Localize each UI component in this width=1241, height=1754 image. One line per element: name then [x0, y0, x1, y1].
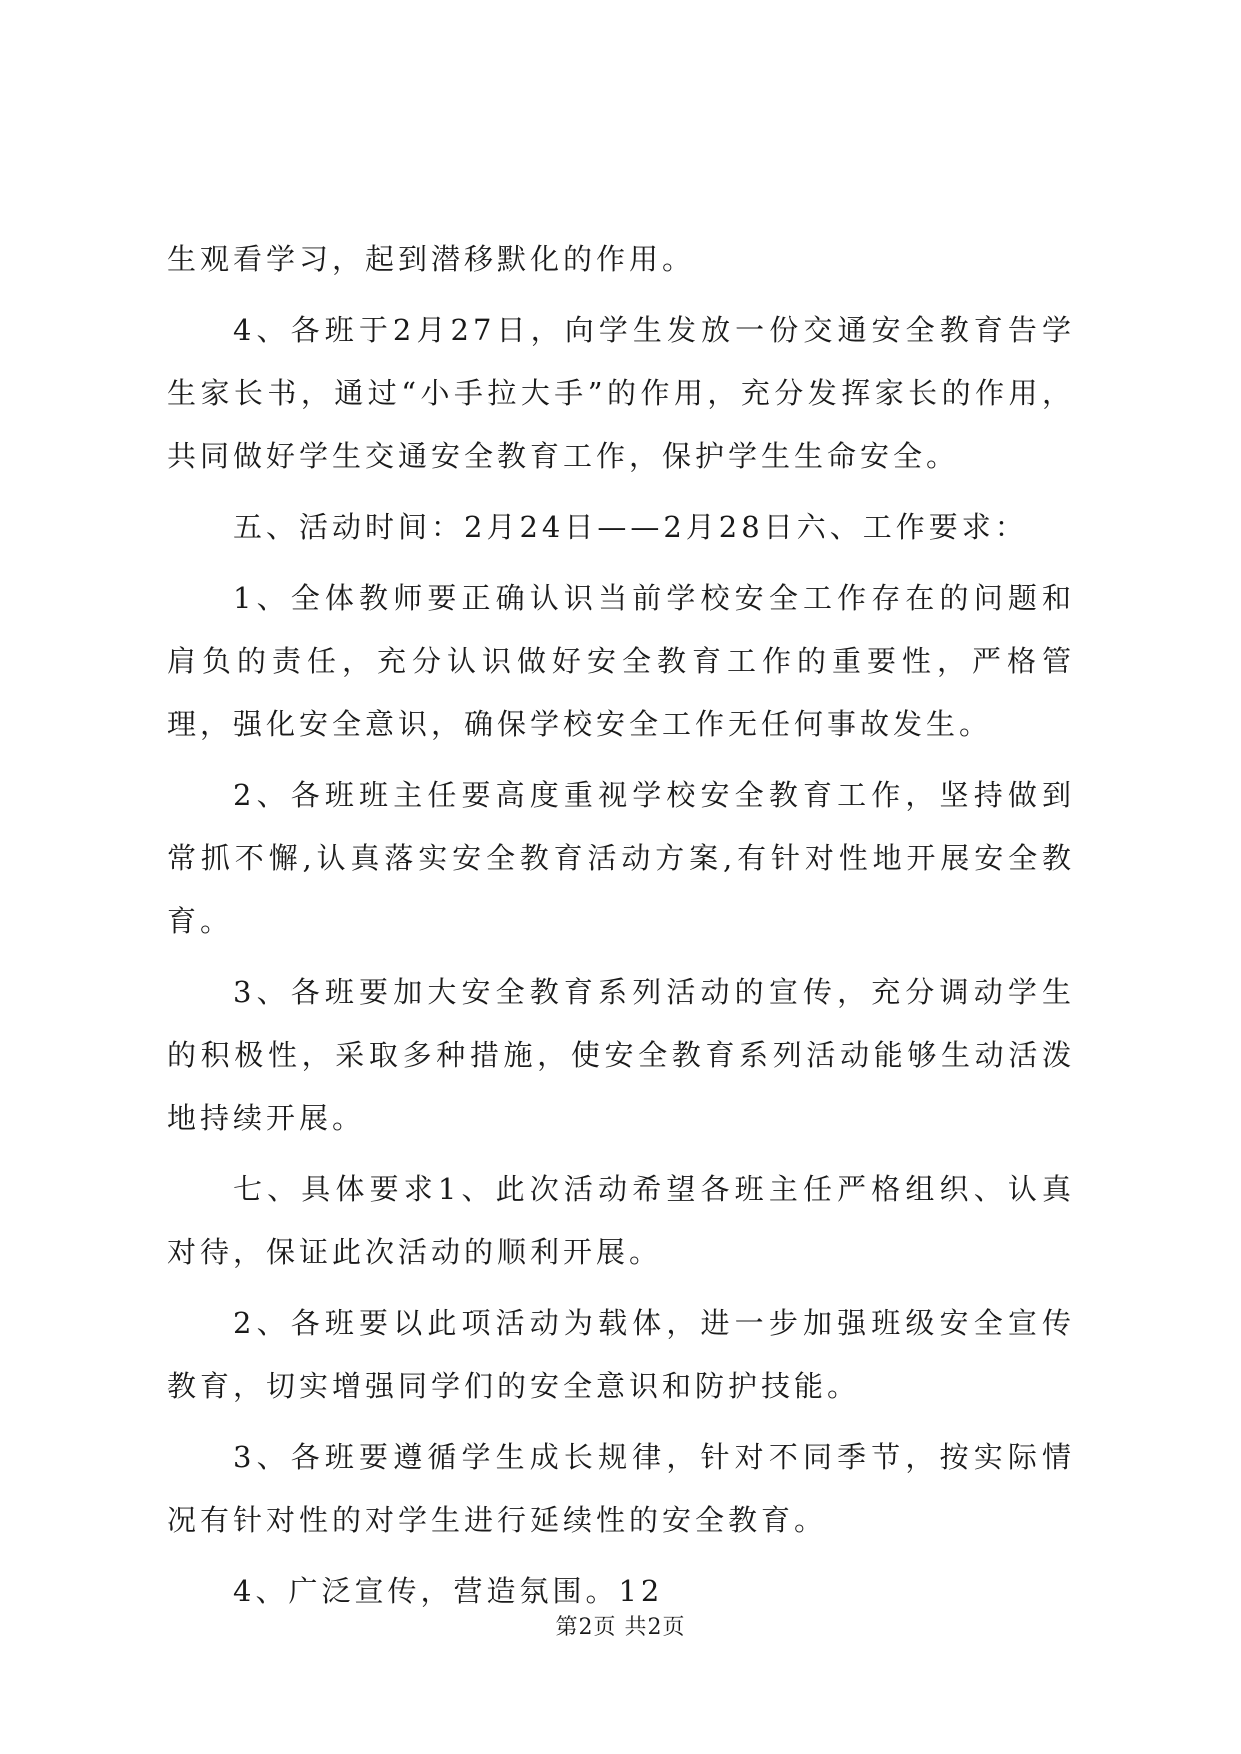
paragraph: 1、全体教师要正确认识当前学校安全工作存在的问题和肩负的责任，充分认识做好安全教育工作的重要性，严格管理，强化安全意识，确保学校安全工作无任何事故发生。 [167, 581, 1075, 741]
paragraph: 3、各班要遵循学生成长规律，针对不同季节，按实际情况有针对性的对学生进行延续性的安全教育。 [167, 1440, 1075, 1537]
paragraph: 生观看学习，起到潜移默化的作用。 [167, 242, 696, 276]
paragraph: 七、具体要求1、此次活动希望各班主任严格组织、认真对待，保证此次活动的顺利开展。 [167, 1172, 1075, 1269]
paragraph: 3、各班要加大安全教育系列活动的宣传，充分调动学生的积极性，采取多种措施，使安全教育系列活动能够生动活泼地持续开展。 [167, 975, 1075, 1135]
paragraph: 五、活动时间：2月24日——2月28日六、工作要求： [233, 510, 1028, 544]
paragraph: 2、各班班主任要高度重视学校安全教育工作，坚持做到常抓不懈,认真落实安全教育活动方案,有针对性地开展安全教育。 [167, 778, 1075, 938]
page-footer: 第2页 共2页 [555, 1615, 686, 1640]
paragraph: 4、各班于2月27日，向学生发放一份交通安全教育告学生家长书，通过“小手拉大手”的作用，充分发挥家长的作用，共同做好学生交通安全教育工作，保护学生生命安全。 [167, 313, 1075, 473]
paragraph: 4、广泛宣传，营造氛围。12 [233, 1574, 664, 1608]
paragraph: 2、各班要以此项活动为载体，进一步加强班级安全宣传教育，切实增强同学们的安全意识和防护技能。 [167, 1306, 1075, 1403]
document-body [167, 228, 1075, 1631]
